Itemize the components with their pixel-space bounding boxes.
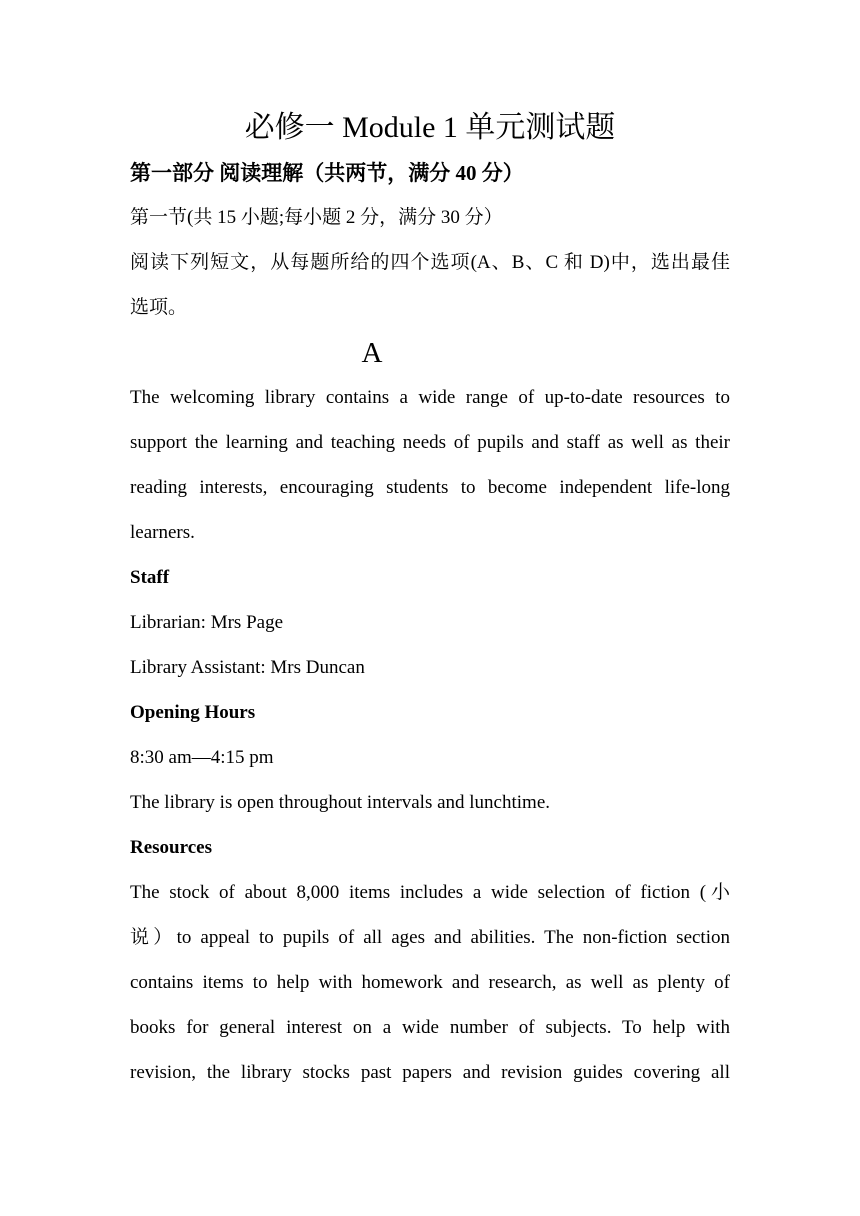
resources-line-5: revision, the library stocks past papers and revision guides covering all <box>130 1062 730 1083</box>
intro-line-3: reading interests, encouraging students to become independent life-long <box>130 477 730 498</box>
instructions-line-2: 选项。 <box>130 297 188 318</box>
opening-hours-heading: Opening Hours <box>130 702 256 723</box>
part-heading: 第一部分 阅读理解（共两节，满分 40 分） <box>130 161 524 185</box>
assistant-line: Library Assistant: Mrs Duncan <box>130 657 365 678</box>
intro-line-2: support the learning and teaching needs of pupils and staff as well as their <box>130 432 730 453</box>
resources-line-4: books for general interest on a wide number of subjects. To help with <box>130 1017 730 1038</box>
resources-heading: Resources <box>130 837 212 858</box>
resources-line-1: The stock of about 8,000 items includes a wide selection of fiction (小 <box>130 882 730 903</box>
intro-line-4: learners. <box>130 522 195 543</box>
section-heading: 第一节(共 15 小题;每小题 2 分，满分 30 分） <box>130 207 503 228</box>
opening-hours-time: 8:30 am—4:15 pm <box>130 747 274 768</box>
instructions-line-1: 阅读下列短文，从每题所给的四个选项(A、B、C 和 D)中，选出最佳 <box>130 252 730 273</box>
page-title: 必修一 Module 1 单元测试题 <box>244 111 616 144</box>
librarian-line: Librarian: Mrs Page <box>130 612 284 633</box>
staff-heading: Staff <box>130 567 170 588</box>
intro-line-1: The welcoming library contains a wide range of up-to-date resources to <box>130 387 730 408</box>
resources-line-3: contains items to help with homework and research, as well as plenty of <box>130 972 730 993</box>
resources-line-2: 说）to appeal to pupils of all ages and abilities. The non-fiction section <box>130 927 730 948</box>
opening-hours-note: The library is open throughout intervals and lunchtime. <box>130 792 551 813</box>
passage-letter: A <box>361 337 383 369</box>
